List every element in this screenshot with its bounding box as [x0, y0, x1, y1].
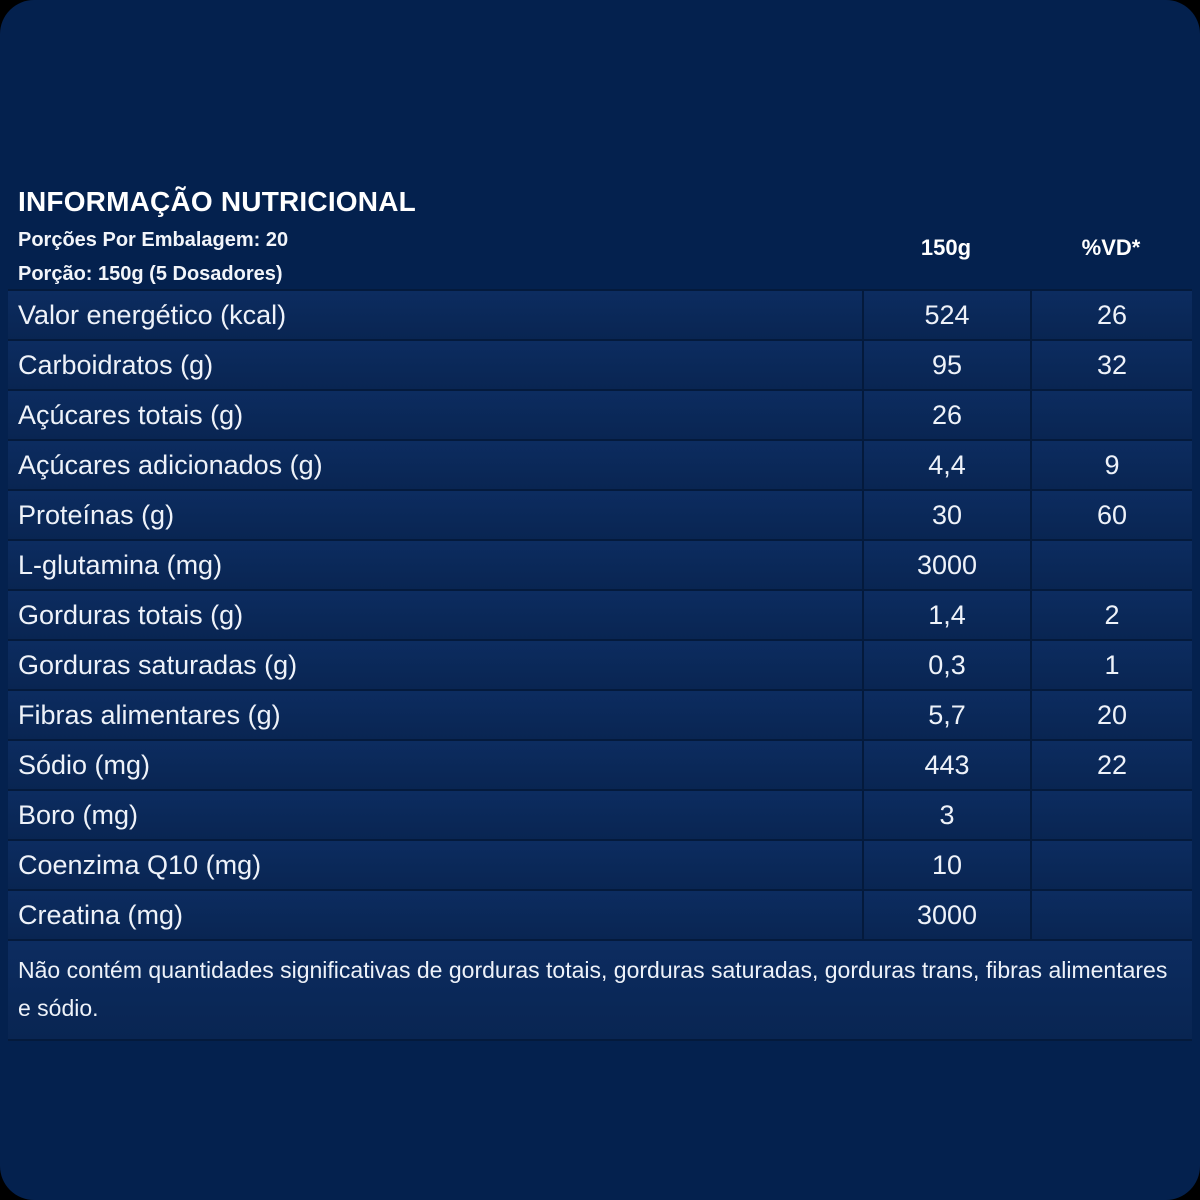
nutrient-daily-value [1030, 891, 1192, 939]
nutrient-daily-value: 1 [1030, 641, 1192, 689]
table-row [8, 841, 1192, 891]
footnote-text: Não contém quantidades significativas de gorduras totais, gorduras saturadas, gorduras trans, fibras alimentares e sódio. [8, 941, 1192, 1041]
nutrient-daily-value [1030, 841, 1192, 889]
nutrient-label: L-glutamina (mg) [18, 549, 223, 580]
page-title: INFORMAÇÃO NUTRICIONAL [18, 186, 416, 217]
nutrient-daily-value: 20 [1030, 691, 1192, 739]
table-row [8, 391, 1192, 441]
nutrient-label: Sódio (mg) [18, 749, 151, 780]
nutrient-amount: 95 [862, 341, 1030, 389]
column-header-daily-value: %VD* [1081, 235, 1141, 260]
nutrient-amount: 26 [862, 391, 1030, 439]
nutrient-daily-value: 22 [1030, 741, 1192, 789]
nutrient-label: Proteínas (g) [18, 499, 175, 530]
table-row [8, 491, 1192, 541]
nutrient-amount: 4,4 [862, 441, 1030, 489]
nutrient-label: Gorduras saturadas (g) [18, 649, 298, 680]
table-row [8, 441, 1192, 491]
nutrient-daily-value: 60 [1030, 491, 1192, 539]
nutrient-amount: 0,3 [862, 641, 1030, 689]
table-row [8, 591, 1192, 641]
table-row [8, 541, 1192, 591]
nutrient-amount: 3 [862, 791, 1030, 839]
nutrient-daily-value: 32 [1030, 341, 1192, 389]
nutrient-label: Creatina (mg) [18, 899, 184, 930]
nutrient-amount: 3000 [862, 541, 1030, 589]
nutrient-amount: 524 [862, 291, 1030, 339]
table-row [8, 341, 1192, 391]
nutrient-label: Boro (mg) [18, 799, 139, 830]
nutrient-label: Valor energético (kcal) [18, 299, 287, 330]
nutrient-amount: 30 [862, 491, 1030, 539]
nutrient-daily-value [1030, 791, 1192, 839]
nutrient-daily-value [1030, 391, 1192, 439]
column-header-amount: 150g [920, 235, 972, 260]
nutrient-daily-value: 26 [1030, 291, 1192, 339]
nutrient-label: Coenzima Q10 (mg) [18, 849, 262, 880]
label-header [18, 186, 718, 286]
portion-line: Porção: 150g (5 Dosadores) [18, 263, 283, 285]
table-row [8, 641, 1192, 691]
nutrient-amount: 10 [862, 841, 1030, 889]
nutrition-table [8, 289, 1192, 1041]
nutrient-amount: 5,7 [862, 691, 1030, 739]
nutrient-label: Açúcares totais (g) [18, 399, 244, 430]
nutrient-daily-value: 2 [1030, 591, 1192, 639]
nutrient-daily-value [1030, 541, 1192, 589]
nutrient-amount: 443 [862, 741, 1030, 789]
nutrient-amount: 1,4 [862, 591, 1030, 639]
nutrient-amount: 3000 [862, 891, 1030, 939]
table-rows [8, 291, 1192, 941]
table-row [8, 791, 1192, 841]
table-row [8, 291, 1192, 341]
nutrient-label: Gorduras totais (g) [18, 599, 244, 630]
nutrient-label: Fibras alimentares (g) [18, 699, 281, 730]
nutrient-label: Carboidratos (g) [18, 349, 214, 380]
table-row [8, 891, 1192, 941]
table-row [8, 691, 1192, 741]
servings-per-package-line: Porções Por Embalagem: 20 [18, 229, 289, 251]
table-row [8, 741, 1192, 791]
nutrient-daily-value: 9 [1030, 441, 1192, 489]
nutrient-label: Açúcares adicionados (g) [18, 449, 323, 480]
